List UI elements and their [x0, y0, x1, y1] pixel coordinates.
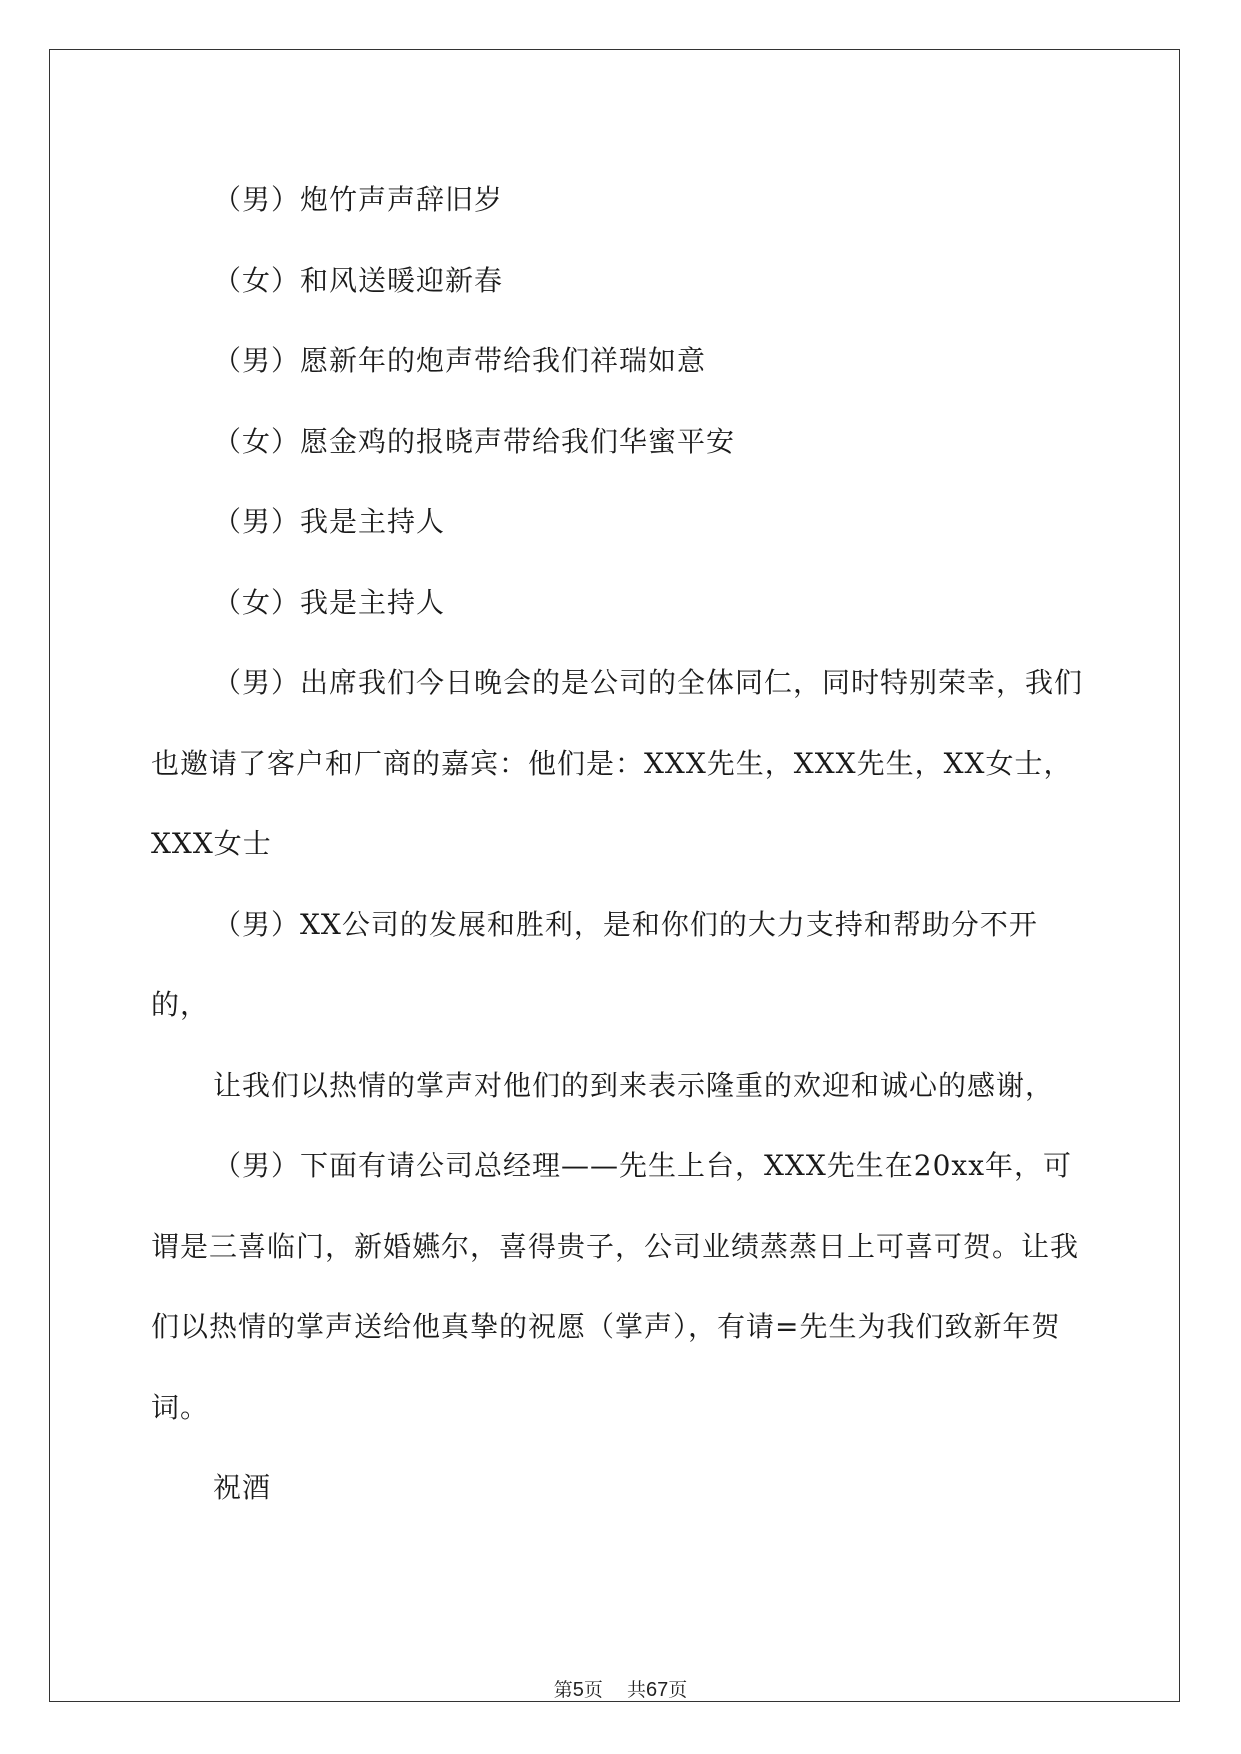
footer-total-suffix: 页 — [668, 1679, 688, 1701]
footer-page-suffix: 页 — [583, 1679, 603, 1701]
paragraph-3: （男）愿新年的炮声带给我们祥瑞如意 — [213, 344, 707, 377]
paragraph-7: （男）出席我们今日晚会的是公司的全体同仁，同时特别荣幸，我们也邀请了客户和厂商的嘉宾：他们是：XXX先生，XXX先生，XX女士，XXX女士 — [151, 666, 1084, 860]
footer-total-prefix: 共 — [627, 1679, 647, 1701]
footer-page-number: 5 — [572, 1679, 584, 1701]
footer-total-pages: 67 — [646, 1679, 669, 1701]
paragraph-6: （女）我是主持人 — [213, 585, 446, 619]
paragraph-11: 祝酒 — [213, 1471, 272, 1504]
paragraph-1: （男）炮竹声声辞旧岁 — [213, 183, 504, 216]
paragraph-9: 让我们以热情的掌声对他们的到来表示隆重的欢迎和诚心的感谢， — [213, 1068, 1055, 1102]
paragraph-10: （男）下面有请公司总经理——先生上台，XXX先生在20xx年，可谓是三喜临门，新婚嬿尔，喜得贵子，公司业绩蒸蒸日上可喜可贺。让我们以热情的掌声送给他真挚的祝愿（掌声），有请=先生为我们致新年贺词。 — [151, 1149, 1080, 1424]
paragraph-8: （男）XX公司的发展和胜利，是和你们的大力支持和帮助分不开的， — [151, 907, 1038, 1021]
paragraph-4: （女）愿金鸡的报晓声带给我们华蜜平安 — [213, 424, 736, 458]
document-body — [151, 160, 1086, 1529]
page-footer — [0, 1675, 1241, 1702]
paragraph-2: （女）和风送暖迎新春 — [213, 263, 504, 297]
paragraph-5: （男）我是主持人 — [213, 505, 446, 538]
footer-prefix: 第 — [553, 1679, 573, 1701]
